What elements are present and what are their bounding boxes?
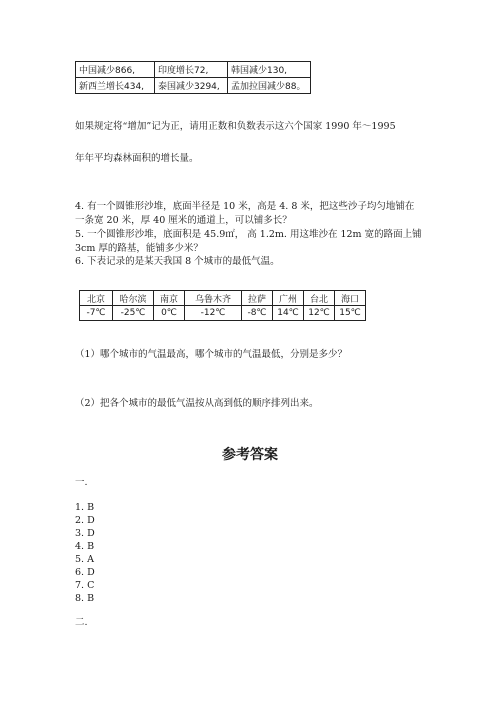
table-cell: 新西兰增长434, xyxy=(76,78,155,94)
table-cell: 韩国减少130, xyxy=(228,62,311,78)
city-cell: 北京 xyxy=(80,291,113,306)
answer-item: 8. B xyxy=(75,593,95,604)
temp-cell: -25℃ xyxy=(113,306,154,321)
country-table xyxy=(75,61,311,94)
temp-cell: -12℃ xyxy=(185,306,242,321)
question-6-line-1: 6. 下表记录的是某天我国 8 个城市的最低气温。 xyxy=(75,256,280,267)
question-4-line-2: 一条宽 20 米，厚 40 厘米的通道上，可以铺多长？ xyxy=(75,215,292,226)
city-cell: 海口 xyxy=(335,291,366,306)
temp-cell: 14℃ xyxy=(273,306,304,321)
answer-item: 2. D xyxy=(75,515,95,526)
question-5-line-1: 5. 一个圆锥形沙堆，底面积是 45.9㎡， 高 1.2m. 用这堆沙在 12m 宽的路面上铺 xyxy=(75,229,422,240)
table-row xyxy=(76,62,311,78)
table-row xyxy=(80,306,366,321)
question-4-line-1: 4. 有一个圆锥形沙堆，底面半径是 10 米，高是 4. 8 米，把这些沙子均匀地铺在 xyxy=(75,201,415,212)
sub-question-2: （2）把各个城市的最低气温按从高到低的顺序排列出来。 xyxy=(75,398,319,409)
table-row xyxy=(76,78,311,94)
answer-item: 6. D xyxy=(75,567,95,578)
table-row xyxy=(80,291,366,306)
city-temperature-table xyxy=(79,290,366,321)
answers-section-1: 一. xyxy=(75,477,88,488)
intro-line-2: 年年平均森林面积的增长量。 xyxy=(75,153,199,164)
city-cell: 广州 xyxy=(273,291,304,306)
answer-item: 1. B xyxy=(75,502,95,513)
intro-line-1: 如果规定将“增加”记为正，请用正数和负数表示这六个国家 1990 年～1995 xyxy=(75,121,396,132)
question-5-line-2: 3cm 厚的路基，能铺多少米？ xyxy=(75,243,203,254)
city-cell: 哈尔滨 xyxy=(113,291,154,306)
city-cell: 南京 xyxy=(154,291,185,306)
table-cell: 泰国减少3294, xyxy=(155,78,228,94)
table-cell: 印度增长72, xyxy=(155,62,228,78)
table-cell: 中国减少866, xyxy=(76,62,155,78)
answer-item: 3. D xyxy=(75,528,95,539)
answers-title: 参考答案 xyxy=(222,447,278,463)
city-cell: 乌鲁木齐 xyxy=(185,291,242,306)
temp-cell: 0℃ xyxy=(154,306,185,321)
temp-cell: -7℃ xyxy=(80,306,113,321)
answer-item: 4. B xyxy=(75,541,95,552)
temp-cell: -8℃ xyxy=(242,306,273,321)
answers-section-2: 二. xyxy=(75,617,88,628)
answer-item: 7. C xyxy=(75,580,95,591)
temp-cell: 12℃ xyxy=(304,306,335,321)
city-cell: 拉萨 xyxy=(242,291,273,306)
city-cell: 台北 xyxy=(304,291,335,306)
sub-question-1: （1）哪个城市的气温最高，哪个城市的气温最低，分别是多少？ xyxy=(75,349,348,360)
answer-item: 5. A xyxy=(75,554,94,565)
table-cell: 孟加拉国减少88。 xyxy=(228,78,311,94)
temp-cell: 15℃ xyxy=(335,306,366,321)
